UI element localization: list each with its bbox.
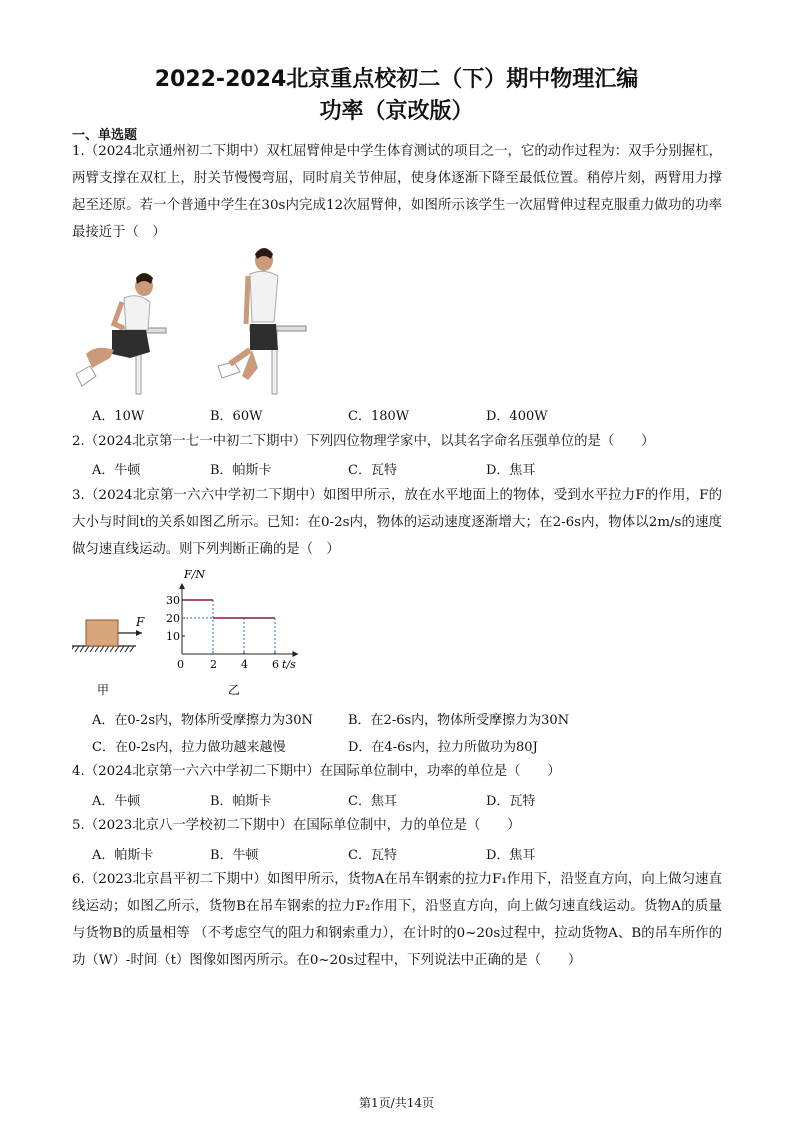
y-tick-label: 10 <box>166 630 180 643</box>
option-a[interactable]: A．10W <box>92 409 145 424</box>
question-5-options <box>92 844 712 864</box>
figure-label-yi: 乙 <box>228 683 241 697</box>
option-b[interactable]: B．60W <box>210 409 263 424</box>
option-d[interactable]: D．焦耳 <box>486 848 536 863</box>
ground-hatch-line <box>80 646 84 652</box>
option-b[interactable]: B．帕斯卡 <box>210 794 272 809</box>
ground-hatch-line <box>85 646 89 652</box>
option-a[interactable]: A．牛顿 <box>92 794 141 809</box>
ground-hatch-line <box>90 646 94 652</box>
option-a[interactable]: A．帕斯卡 <box>92 848 154 863</box>
question-1-text: 1.（2024北京通州初二下期中）双杠屈臂伸是中学生体育测试的项目之一，它的动作过程为：双手分别握杠，两臂支撑在双杠上，肘关节慢慢弯屈，同时肩关节伸屈，使身体逐渐下降至最低位置。稍停片刻，两臂用力撑起至还原。若一个普通中学生在30s内完成12次屈臂伸，如图所示该学生一次屈臂伸过程克服重力做功的功率最接近于（ ） <box>72 144 722 240</box>
question-3-text: 3.（2024北京第一六六中学初二下期中）如图甲所示，放在水平地面上的物体，受到水平拉力F的作用，F的大小与时间t的关系如图乙所示。已知：在0-2s内，物体的运动速度逐渐增大；在2-6s内，物体以2m/s的速度做匀速直线运动。则下列判断正确的是（ ） <box>72 488 722 557</box>
ground-hatch-line <box>130 646 134 652</box>
option-d[interactable]: D．焦耳 <box>486 463 536 478</box>
question-2-text: 2.（2024北京第一七一中初二下期中）下列四位物理学家中，以其名字命名压强单位的是（ ） <box>72 434 655 449</box>
ground-hatch-line <box>95 646 99 652</box>
option-b[interactable]: B．帕斯卡 <box>210 463 272 478</box>
y-tick-label: 20 <box>166 612 180 625</box>
question-1-options <box>92 405 712 425</box>
force-time-figure <box>72 562 322 702</box>
question-4-options <box>92 790 712 810</box>
ground-hatch-line <box>110 646 114 652</box>
x-tick-label: 4 <box>241 658 248 671</box>
ground-hatch-line <box>120 646 124 652</box>
option-b[interactable]: B．在2-6s内，物体所受摩擦力为30N <box>348 713 570 728</box>
document-title-line2: 功率（京改版） <box>319 99 474 124</box>
option-c[interactable]: C．瓦特 <box>348 463 397 478</box>
question-4-text: 4.（2024北京第一六六中学初二下期中）在国际单位制中，功率的单位是（ ） <box>72 764 561 779</box>
question-6-text: 6.（2023北京昌平初二下期中）如图甲所示，货物A在吊车钢索的拉力F₁作用下，沿竖直方向，向上做匀速直线运动；如图乙所示，货物B在吊车钢索的拉力F₂作用下，沿竖直方向，向上做匀速直线运动。货物A的质量与货物B的质量相等 （不考虑空气的阻力和钢索重力），在计时的0~20s过程中，拉动货物A、B的吊车所作的功（W）-时间（t）图像如图丙所示。在0~20s过程中，下列说法中正确的是（ ） <box>72 872 722 968</box>
figure-label-jia: 甲 <box>97 683 110 697</box>
x-tick-label: 6 <box>272 658 279 671</box>
x-axis-arrow <box>293 651 299 657</box>
question-3-options-row1 <box>92 709 712 729</box>
section-heading: 一、单选题 <box>72 128 138 143</box>
x-axis-label: t/s <box>282 658 296 671</box>
parallel-bars-illustration <box>72 246 312 396</box>
force-label: F <box>136 615 145 629</box>
force-time-chart <box>166 568 299 671</box>
student-straight-arms-figure <box>218 248 306 394</box>
ground-hatch-line <box>75 646 79 652</box>
document-title-line1: 2022-2024北京重点校初二（下）期中物理汇编 <box>154 67 639 92</box>
ground-hatch-line <box>100 646 104 652</box>
ground-hatch-line <box>72 646 74 652</box>
question-3-options-row2 <box>92 736 712 756</box>
block-on-ground-diagram <box>72 615 145 652</box>
option-c[interactable]: C．在0-2s内，拉力做功越来越慢 <box>92 740 286 755</box>
option-d[interactable]: D．400W <box>486 409 548 424</box>
y-axis-arrow <box>179 583 185 589</box>
ground-hatch-line <box>105 646 109 652</box>
page-footer: 第1页/共14页 <box>359 1096 434 1110</box>
option-b[interactable]: B．牛顿 <box>210 848 259 863</box>
question-2-options <box>92 459 712 479</box>
y-axis-label: F/N <box>184 568 205 581</box>
student-bent-arms-figure <box>76 273 166 394</box>
x-tick-label: 2 <box>210 658 217 671</box>
option-a[interactable]: A．在0-2s内，物体所受摩擦力为30N <box>92 713 313 728</box>
option-d[interactable]: D．瓦特 <box>486 794 536 809</box>
option-a[interactable]: A．牛顿 <box>92 463 141 478</box>
option-c[interactable]: C．瓦特 <box>348 848 397 863</box>
option-d[interactable]: D．在4-6s内，拉力所做功为80J <box>348 740 538 755</box>
ground-hatch-line <box>125 646 129 652</box>
origin-label: 0 <box>177 658 184 671</box>
option-c[interactable]: C．180W <box>348 409 410 424</box>
option-c[interactable]: C．焦耳 <box>348 794 397 809</box>
question-5-text: 5.（2023北京八一学校初二下期中）在国际单位制中，力的单位是（ ） <box>72 818 521 833</box>
y-tick-label: 30 <box>166 594 180 607</box>
ground-hatch-line <box>115 646 119 652</box>
